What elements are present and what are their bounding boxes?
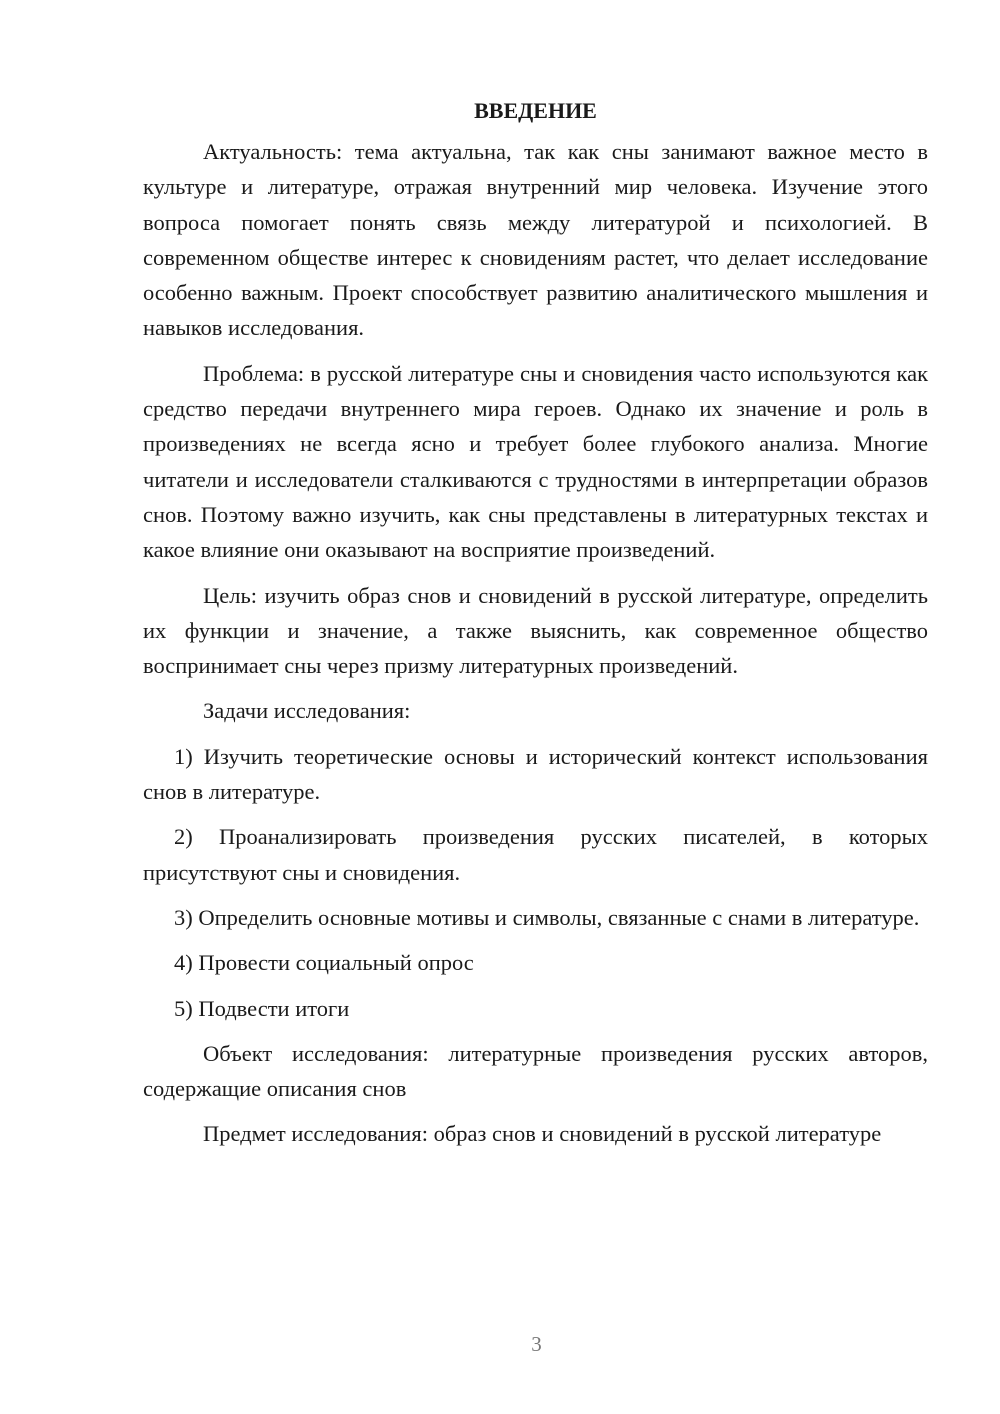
- page-number: 3: [531, 1332, 542, 1356]
- paragraph-goal: Цель: изучить образ снов и сновидений в русской литературе, определить их функции и значение, а также выяснить, как современное общество воспринимает сны через призму литературных произведений.: [143, 582, 928, 679]
- document-page: [143, 92, 928, 1162]
- paragraph-relevance: Актуальность: тема актуальна, так как сны занимают важное место в культуре и литературе, отражая внутренний мир человека. Изучение этого вопроса помогает понять связь между литературой и психологией. В современном обществе интерес к сновидениям растет, что делает исследование особенно важным. Проект способствует развитию аналитического мышления и навыков исследования.: [143, 139, 928, 341]
- task-item-1: 1) Изучить теоретические основы и исторический контекст использования снов в литературе.: [143, 743, 928, 805]
- task-item-5: 5) Подвести итоги: [174, 995, 350, 1021]
- paragraph-object: Объект исследования: литературные произведения русских авторов, содержащие описания снов: [143, 1040, 928, 1102]
- paragraph-subject: Предмет исследования: образ снов и сновидений в русской литературе: [203, 1121, 882, 1147]
- task-item-2: 2) Проанализировать произведения русских писателей, в которых присутствуют сны и сновидения.: [143, 824, 928, 885]
- paragraph-problem: Проблема: в русской литературе сны и сновидения часто используются как средство передачи внутреннего мира героев. Однако их значение и роль в произведениях не всегда ясно и требует более глубокого анализа. Многие читатели и исследователи сталкиваются с трудностями в интерпретации образов снов. Поэтому важно изучить, как сны представлены в литературных текстах и какое влияние они оказывают на восприятие произведений.: [143, 360, 928, 563]
- paragraph-tasks-heading: Задачи исследования:: [203, 698, 411, 724]
- task-item-4: 4) Провести социальный опрос: [174, 950, 474, 976]
- task-item-3: 3) Определить основные мотивы и символы, связанные с снами в литературе.: [174, 904, 920, 930]
- page-title: ВВЕДЕНИЕ: [474, 98, 597, 123]
